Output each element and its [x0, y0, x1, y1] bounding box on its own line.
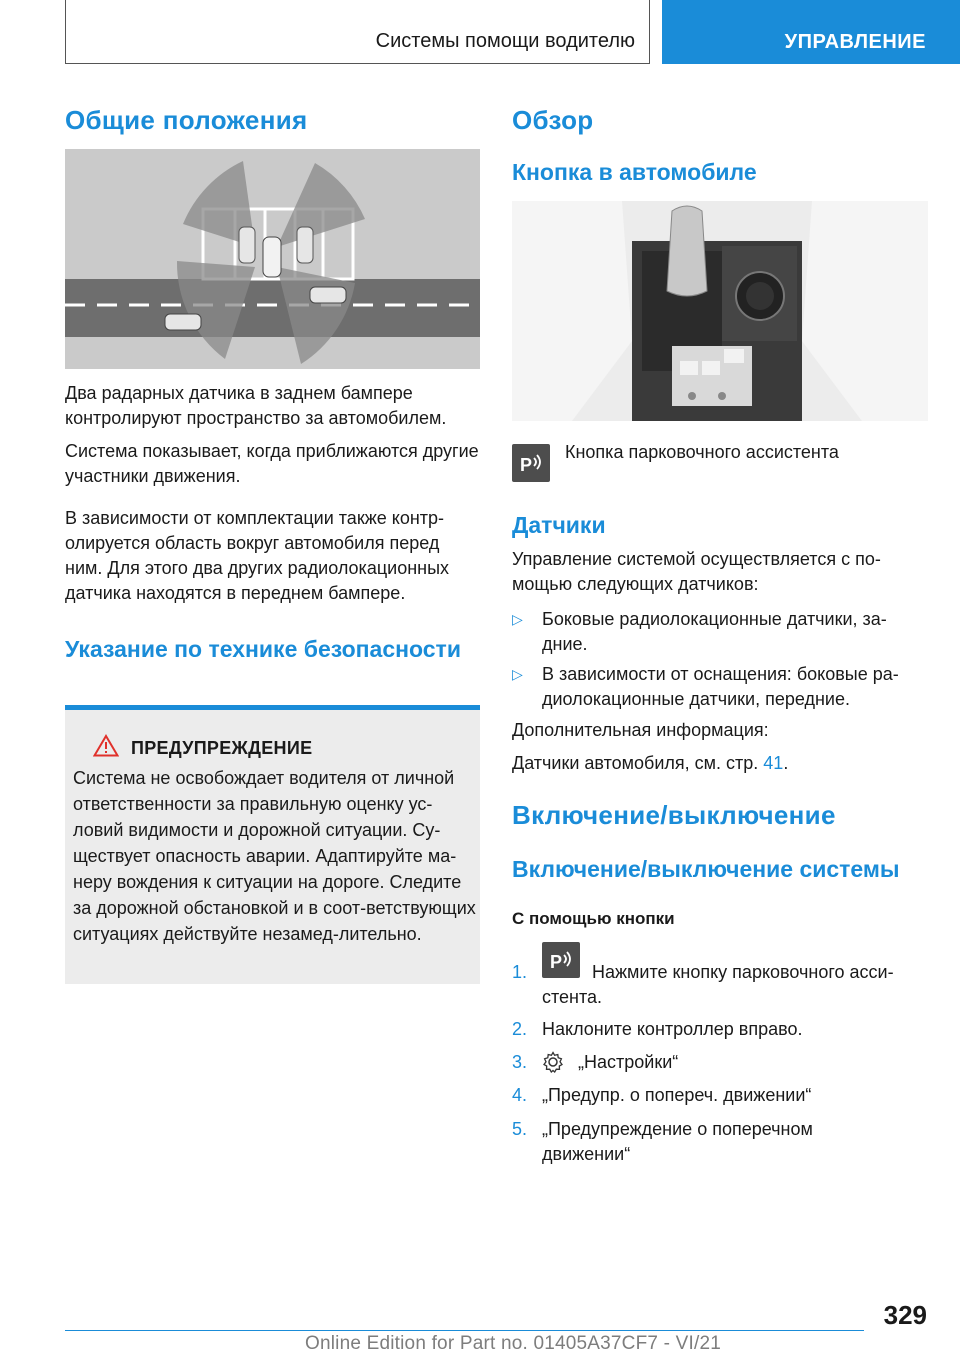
- paragraph-front-sensors: В зависимости от комплектации также контр-олируется область вокруг автомобиля перед ним. Для этого два других радиолокационных датчика находятся в переднем бампере.: [65, 508, 450, 603]
- heading-safety: Указание по технике безопасности: [65, 636, 461, 662]
- bullet-text: В зависимости от оснащения: боковые ра-диолокационные датчики, передние.: [542, 664, 899, 709]
- step-number: 1.: [512, 962, 528, 982]
- heading-general: Общие положения: [65, 105, 308, 135]
- section-title: Системы помощи водителю: [375, 30, 635, 52]
- bullet-text: Боковые радиолокационные датчики, за-дние.: [542, 609, 887, 654]
- footer-divider: [65, 1330, 864, 1331]
- bullet-front-sensors: [512, 662, 928, 712]
- heading-on-off-system: Включение/выключение системы: [512, 856, 900, 882]
- heading-on-off: Включение/выключение: [512, 800, 836, 830]
- step-text: Наклоните контроллер вправо.: [542, 1019, 803, 1039]
- page-reference: [512, 751, 788, 776]
- reference-tail: .: [783, 753, 789, 773]
- bullet-rear-sensors: [512, 607, 928, 657]
- heading-overview: Обзор: [512, 105, 594, 135]
- step-number: 5.: [512, 1119, 528, 1139]
- paragraph-system-shows: Система показывает, когда приближаются другие участники движения.: [65, 441, 479, 486]
- svg-text:P: P: [550, 952, 563, 972]
- paragraph-sensors-rear: Два радарных датчика в заднем бампере контролируют пространство за автомобилем.: [65, 383, 447, 428]
- chapter-tab-label: УПРАВЛЕНИЕ: [784, 31, 926, 53]
- step-text: Нажмите кнопку парковочного асси-стента.: [542, 962, 894, 1007]
- reference-text: Датчики автомобиля, см. стр.: [512, 753, 759, 773]
- step-text: „Настройки“: [578, 1052, 679, 1072]
- warning-triangle-icon: [93, 734, 119, 762]
- gear-icon: [542, 1051, 564, 1078]
- edition-footer: Online Edition for Part no. 01405A37CF7 - VI/21: [305, 1333, 722, 1354]
- parking-assistant-icon: [512, 444, 550, 482]
- radar-diagram-image: [65, 149, 480, 369]
- warning-text: Система не освобождает водителя от личной ответственности за правильную оценку ус-ловий видимости и дорожной ситуации. Су-ществует опасность аварии. Адаптируйте ма-неру вождения к ситуации на дороге. Следите за дорожной обстановкой и в соот-ветствующих ситуациях действуйте незамед-лительно.: [73, 768, 476, 944]
- svg-text:P: P: [520, 455, 533, 475]
- step-number: 2.: [512, 1019, 528, 1039]
- step-number: 3.: [512, 1052, 528, 1072]
- warning-box: [65, 705, 480, 984]
- heading-sensors: Датчики: [512, 512, 606, 538]
- parking-button-caption: Кнопка парковочного ассистента: [565, 442, 839, 462]
- more-info-label: Дополнительная информация:: [512, 720, 769, 740]
- step-number: 4.: [512, 1085, 528, 1105]
- chapter-tab[interactable]: [662, 0, 960, 64]
- center-console-image: [512, 201, 928, 421]
- bullet-triangle-icon: ▷: [512, 666, 523, 682]
- reference-page-link[interactable]: 41: [763, 753, 784, 773]
- sensors-intro: Управление системой осуществляется с по-мощью следующих датчиков:: [512, 549, 881, 594]
- header-section-box: [65, 0, 650, 64]
- heading-with-button: С помощью кнопки: [512, 909, 675, 928]
- step-text: „Предупр. о попереч. движении“: [542, 1085, 812, 1105]
- page-number: 329: [883, 1300, 927, 1330]
- warning-title: ПРЕДУПРЕЖДЕНИЕ: [131, 738, 313, 758]
- heading-button-in-car: Кнопка в автомобиле: [512, 159, 757, 185]
- bullet-triangle-icon: ▷: [512, 611, 523, 627]
- step-text: „Предупреждение о поперечном движении“: [542, 1119, 813, 1164]
